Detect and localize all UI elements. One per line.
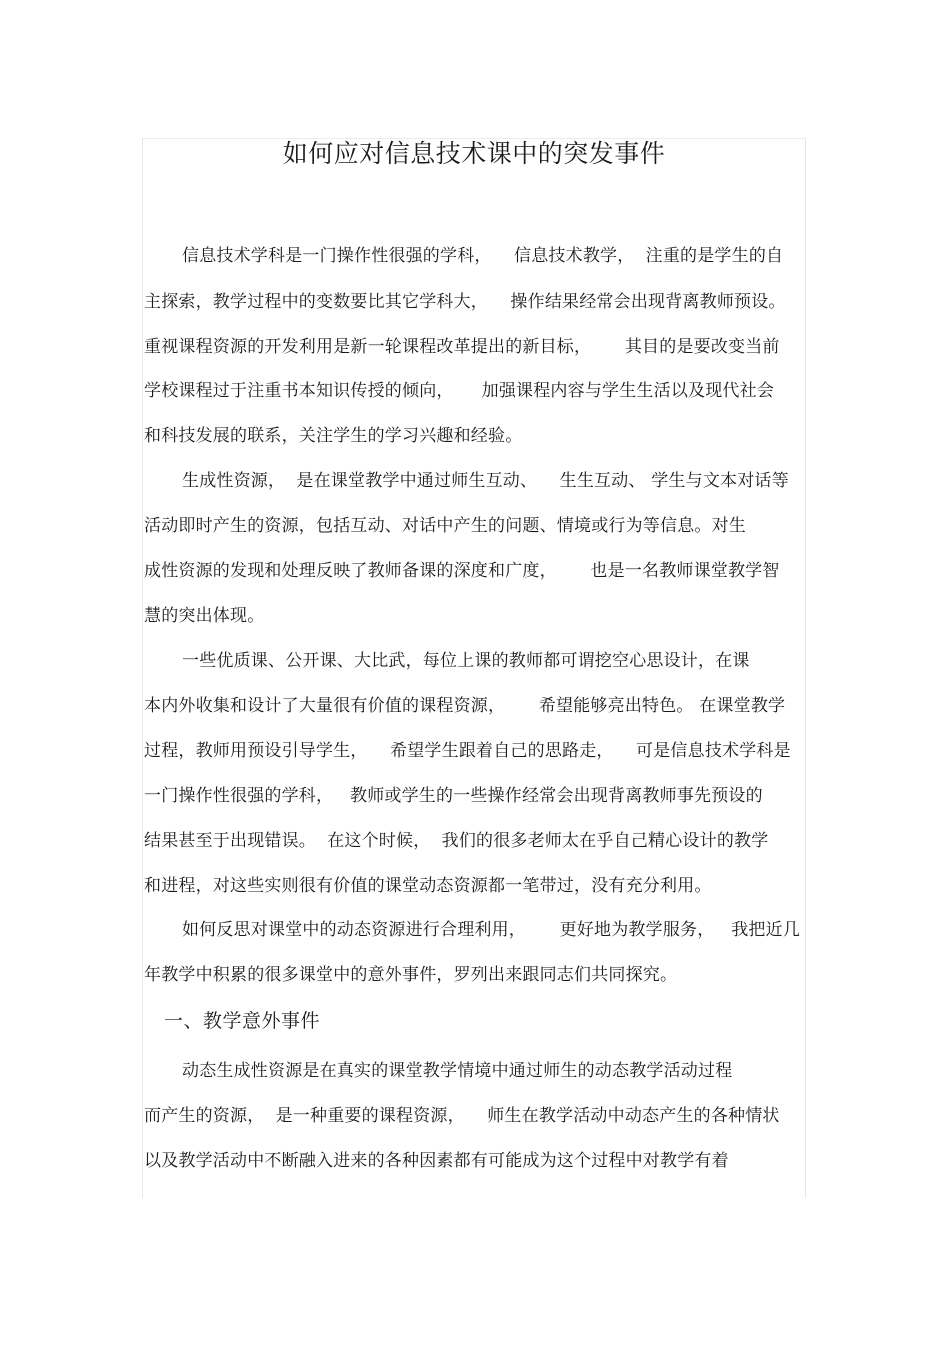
body-line: 结果甚至于出现错误。 在这个时候， 我们的很多老师太在乎自己精心设计的教学 — [144, 831, 769, 851]
document-title: 如何应对信息技术课中的突发事件 — [282, 139, 666, 168]
body-line: 而产生的资源， 是一种重要的课程资源， 师生在教学活动中动态产生的各种情状 — [144, 1106, 780, 1126]
body-line: 成性资源的发现和处理反映了教师备课的深度和广度， 也是一名教师课堂教学智 — [144, 561, 780, 581]
section-heading: 一、教学意外事件 — [164, 1010, 321, 1032]
body-line: 生成性资源， 是在课堂教学中通过师生互动、 生生互动、 学生与文本对话等 — [182, 471, 789, 491]
body-line: 过程，教师用预设引导学生， 希望学生跟着自己的思路走， 可是信息技术学科是 — [144, 741, 791, 761]
body-line: 以及教学活动中不断融入进来的各种因素都有可能成为这个过程中对教学有着 — [144, 1151, 729, 1171]
body-line: 主探索，教学过程中的变数要比其它学科大， 操作结果经常会出现背离教师预设。 — [144, 292, 786, 312]
body-line: 慧的突出体现。 — [144, 606, 265, 626]
body-line: 一门操作性很强的学科， 教师或学生的一些操作经常会出现背离教师事先预设的 — [144, 786, 763, 806]
body-line: 重视课程资源的开发利用是新一轮课程改革提出的新目标， 其目的是要改变当前 — [144, 337, 780, 357]
body-line: 信息技术学科是一门操作性很强的学科， 信息技术教学， 注重的是学生的自 — [182, 246, 784, 266]
body-line: 学校课程过于注重书本知识传授的倾向， 加强课程内容与学生生活以及现代社会 — [144, 381, 775, 401]
body-line: 年教学中积累的很多课堂中的意外事件，罗列出来跟同志们共同探究。 — [144, 965, 678, 985]
body-line: 活动即时产生的资源，包括互动、对话中产生的问题、情境或行为等信息。对生 — [144, 516, 746, 536]
body-line: 和进程，对这些实则很有价值的课堂动态资源都一笔带过，没有充分利用。 — [144, 876, 712, 896]
body-line: 和科技发展的联系，关注学生的学习兴趣和经验。 — [144, 426, 523, 446]
body-line: 本内外收集和设计了大量很有价值的课程资源， 希望能够亮出特色。 在课堂教学 — [144, 696, 786, 716]
body-line: 一些优质课、公开课、大比武，每位上课的教师都可谓挖空心思设计，在课 — [182, 651, 750, 671]
body-line: 如何反思对课堂中的动态资源进行合理利用， 更好地为教学服务， 我把近几 — [182, 920, 801, 940]
body-line: 动态生成性资源是在真实的课堂教学情境中通过师生的动态教学活动过程 — [182, 1061, 733, 1081]
